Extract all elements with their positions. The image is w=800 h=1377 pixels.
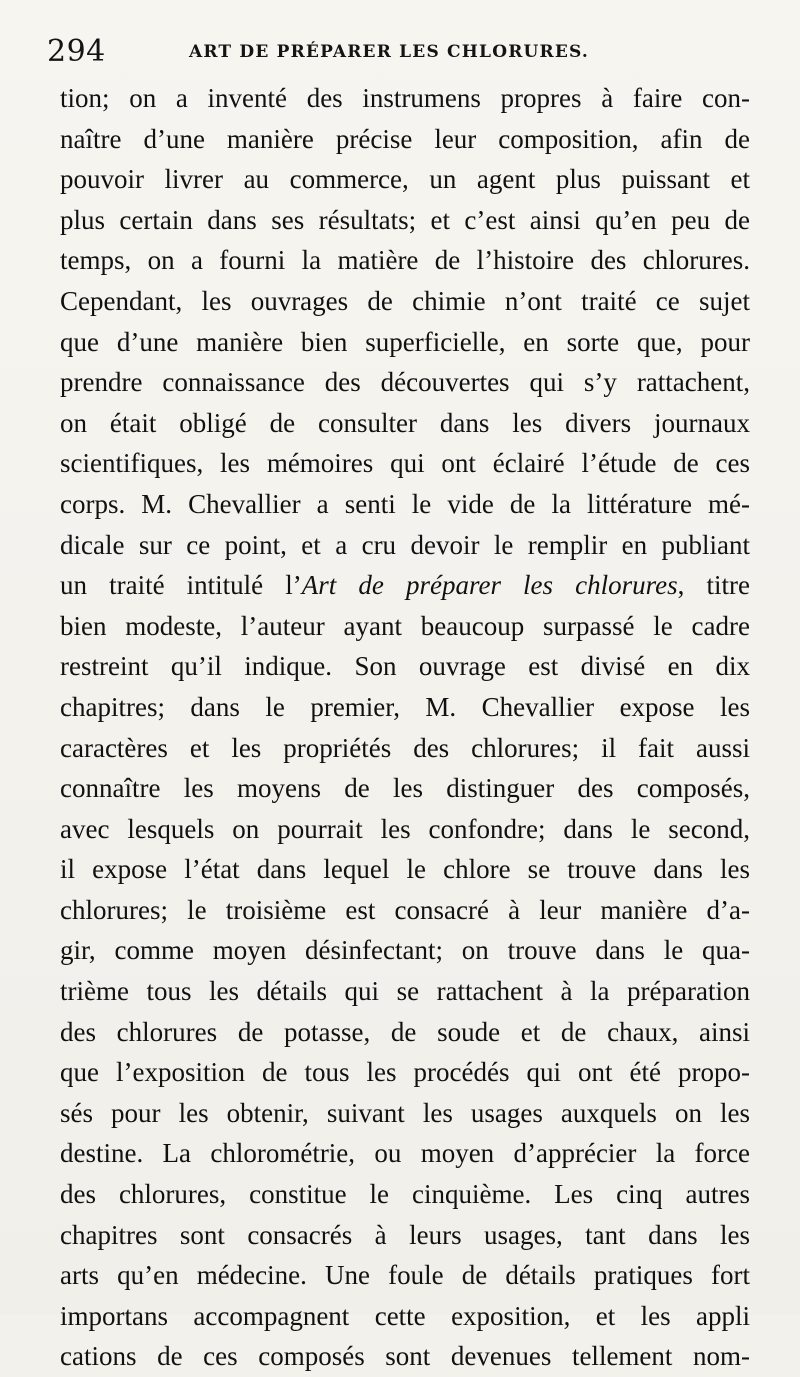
book-title: Art de préparer les chlorures xyxy=(301,570,678,601)
text-segment: un traité intitulé l’ xyxy=(60,570,302,601)
text-line-with-title xyxy=(60,565,750,606)
text-line: chapitres; dans le premier, M. Chevallier expose les xyxy=(60,691,750,722)
text-line: caractères et les propriétés des chlorures; il fait aussi xyxy=(60,732,750,763)
text-line: plus certain dans ses résultats; et c’est ainsi qu’en peu de xyxy=(60,204,750,235)
text-line: corps. M. Chevallier a senti le vide de la littérature mé- xyxy=(60,488,750,519)
text-line: Cependant, les ouvrages de chimie n’ont traité ce sujet xyxy=(60,285,750,316)
article-text xyxy=(60,78,750,1377)
running-title: ART DE PRÉPARER LES CHLORURES. xyxy=(189,42,590,62)
text-line: arts qu’en médecine. Une foule de détails pratiques fort xyxy=(60,1260,750,1291)
text-line: pouvoir livrer au commerce, un agent plus puissant et xyxy=(60,164,750,195)
text-line: il expose l’état dans lequel le chlore se trouve dans les xyxy=(60,854,750,885)
text-line: des chlorures de potasse, de soude et de chaux, ainsi xyxy=(60,1016,750,1047)
text-line: bien modeste, l’auteur ayant beaucoup surpassé le cadre xyxy=(60,610,750,641)
text-line: cations de ces composés sont devenues tellement nom- xyxy=(60,1341,750,1372)
text-line: on était obligé de consulter dans les divers journaux xyxy=(60,407,750,438)
text-line: gir, comme moyen désinfectant; on trouve dans le qua- xyxy=(60,935,750,966)
text-line: prendre connaissance des découvertes qui s’y rattachent, xyxy=(60,367,750,398)
text-line: scientifiques, les mémoires qui ont éclairé l’étude de ces xyxy=(60,448,750,479)
text-line: chlorures; le troisième est consacré à leur manière d’a- xyxy=(60,894,750,925)
text-line: trième tous les détails qui se rattachent à la préparation xyxy=(60,976,750,1007)
text-line: que l’exposition de tous les procédés qui ont été propo- xyxy=(60,1057,750,1088)
text-line: naître d’une manière précise leur composition, afin de xyxy=(60,123,750,154)
text-line: restreint qu’il indique. Son ouvrage est divisé en dix xyxy=(60,651,750,682)
text-line: tion; on a inventé des instrumens propres à faire con- xyxy=(60,83,750,113)
page-number: 294 xyxy=(47,34,106,69)
text-line: dicale sur ce point, et a cru devoir le remplir en publiant xyxy=(60,529,750,560)
text-line: des chlorures, constitue le cinquième. Les cinq autres xyxy=(60,1179,750,1210)
text-line: chapitres sont consacrés à leurs usages, tant dans les xyxy=(60,1219,750,1250)
text-line: importans accompagnent cette exposition, et les appli xyxy=(60,1300,750,1331)
page-header xyxy=(47,34,767,76)
text-line: sés pour les obtenir, suivant les usages auxquels on les xyxy=(60,1097,750,1128)
text-line: que d’une manière bien superficielle, en sorte que, pour xyxy=(60,326,750,357)
text-line: destine. La chlorométrie, ou moyen d’apprécier la force xyxy=(60,1138,750,1169)
text-segment: , titre xyxy=(677,570,750,601)
text-line: connaître les moyens de les distinguer des composés, xyxy=(60,773,750,804)
text-line: avec lesquels on pourrait les confondre; dans le second, xyxy=(60,813,750,844)
text-line: temps, on a fourni la matière de l’histoire des chlorures. xyxy=(60,245,750,276)
